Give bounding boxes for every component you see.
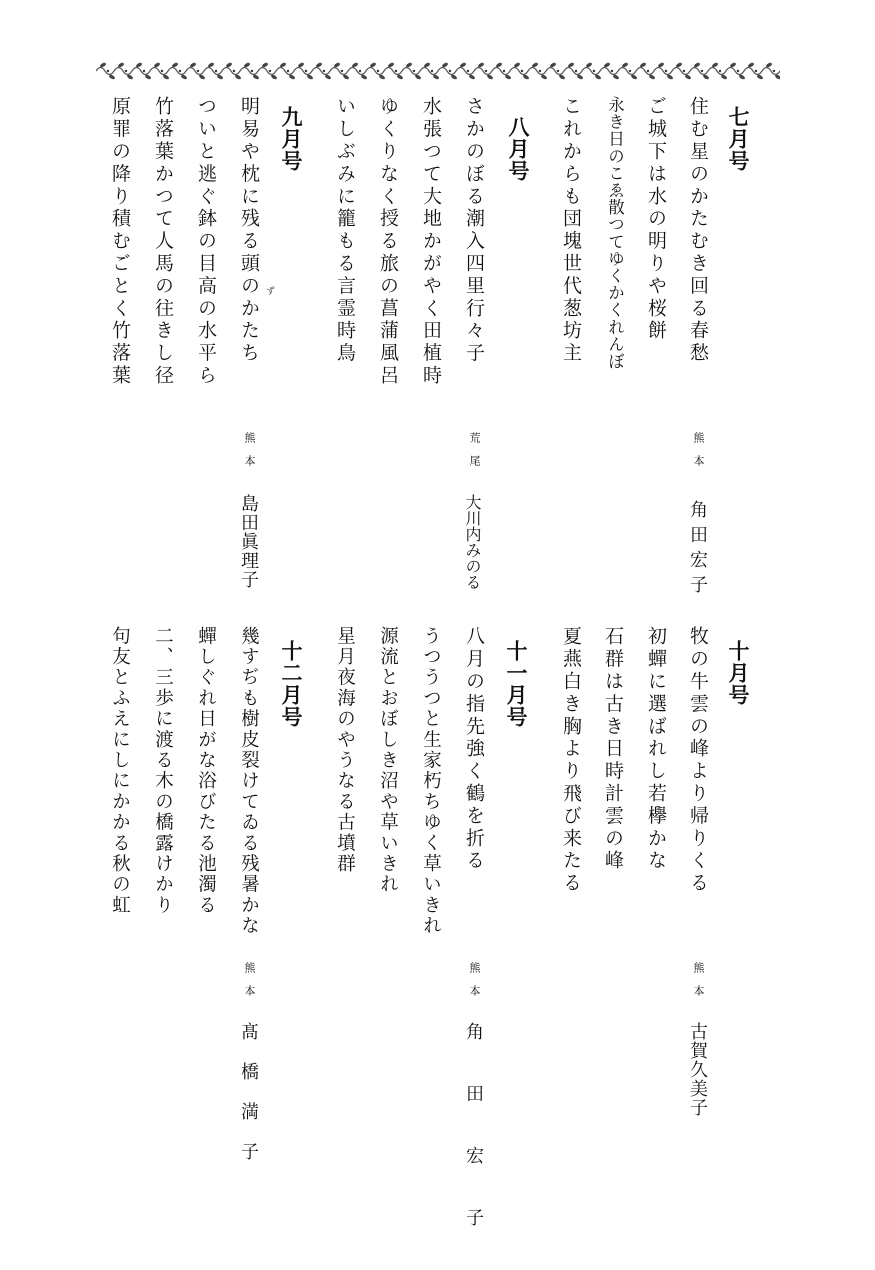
haiku-september-4: 原罪の降り積むごとく竹落葉 [109, 96, 131, 388]
author-name-september: 島田眞理子 [238, 494, 259, 589]
haiku-august-3: ゆくりなく授る旅の菖蒲風呂 [377, 96, 399, 388]
haiku-november-1: 八月の指先強く鶴を折る [463, 626, 485, 873]
haiku-september-3: 竹落葉かつて人馬の往きし径 [152, 96, 174, 388]
author-name-august: 大川内みのる [463, 494, 482, 590]
haiku-july-3: 永き日のこゑ散つてゆくかくれんぼ [605, 96, 625, 370]
section-heading-august: 八月号 [506, 116, 531, 182]
ruby-zu: ず [264, 286, 274, 295]
haiku-october-1: 牧の牛雲の峰より帰りくる [687, 626, 709, 895]
section-heading-september: 九月号 [279, 106, 304, 172]
haiku-december-3: 二、三歩に渡る木の橋露けかり [152, 626, 174, 916]
author-name-july: 角田宏子 [687, 500, 708, 600]
author-place-august: 荒尾 [468, 432, 481, 478]
author-place-november: 熊本 [468, 962, 481, 1008]
haiku-august-1: さかのぼる潮入四里行々子 [463, 96, 485, 365]
haiku-september-1: 明易や枕に残る頭のかたち [238, 96, 260, 365]
section-heading-july: 七月号 [726, 106, 751, 172]
haiku-september-2: ついと逃ぐ鉢の目高の水平ら [195, 96, 217, 388]
haiku-december-4: 句友とふえにしにかかる秋の虹 [109, 626, 131, 916]
haiku-october-2: 初蟬に選ばれし若欅かな [645, 626, 667, 873]
section-heading-november: 十一月号 [504, 640, 529, 728]
haiku-december-2: 蟬しぐれ日がな浴びたる池濁る [195, 626, 217, 916]
haiku-august-4: いしぶみに籠もる言霊時鳥 [334, 96, 356, 365]
haiku-november-4: 星月夜海のやうなる古墳群 [334, 626, 356, 875]
haiku-november-2: うつうつと生家朽ちゆく草いきれ [420, 626, 442, 937]
decorative-vine-border [96, 60, 780, 82]
section-heading-december: 十二月号 [279, 640, 304, 728]
author-name-november: 角田宏子 [463, 1022, 484, 1270]
vine-ornament [96, 60, 780, 82]
haiku-july-2: ご城下は水の明りや桜餅 [645, 96, 667, 343]
author-name-october: 古賀久美子 [687, 1022, 708, 1117]
haiku-july-4: これからも団塊世代葱坊主 [560, 96, 582, 365]
author-name-december: 髙橋満子 [238, 1022, 259, 1182]
author-place-october: 熊本 [692, 962, 705, 1008]
haiku-october-4: 夏燕白き胸より飛び来たる [560, 626, 582, 895]
author-place-december: 熊本 [243, 962, 256, 1008]
haiku-august-2: 水張つて大地かがやく田植時 [420, 96, 442, 388]
section-heading-october: 十月号 [726, 640, 751, 706]
author-place-july: 熊本 [692, 432, 705, 478]
haiku-july-1: 住む星のかたむき回る春愁 [687, 96, 709, 365]
haiku-october-3: 石群は古き日時計雲の峰 [602, 626, 624, 873]
haiku-november-3: 源流とおぼしき沼や草いきれ [377, 626, 399, 896]
haiku-december-1: 幾すぢも樹皮裂けてゐる残暑かな [238, 626, 260, 937]
author-place-september: 熊本 [243, 432, 256, 478]
